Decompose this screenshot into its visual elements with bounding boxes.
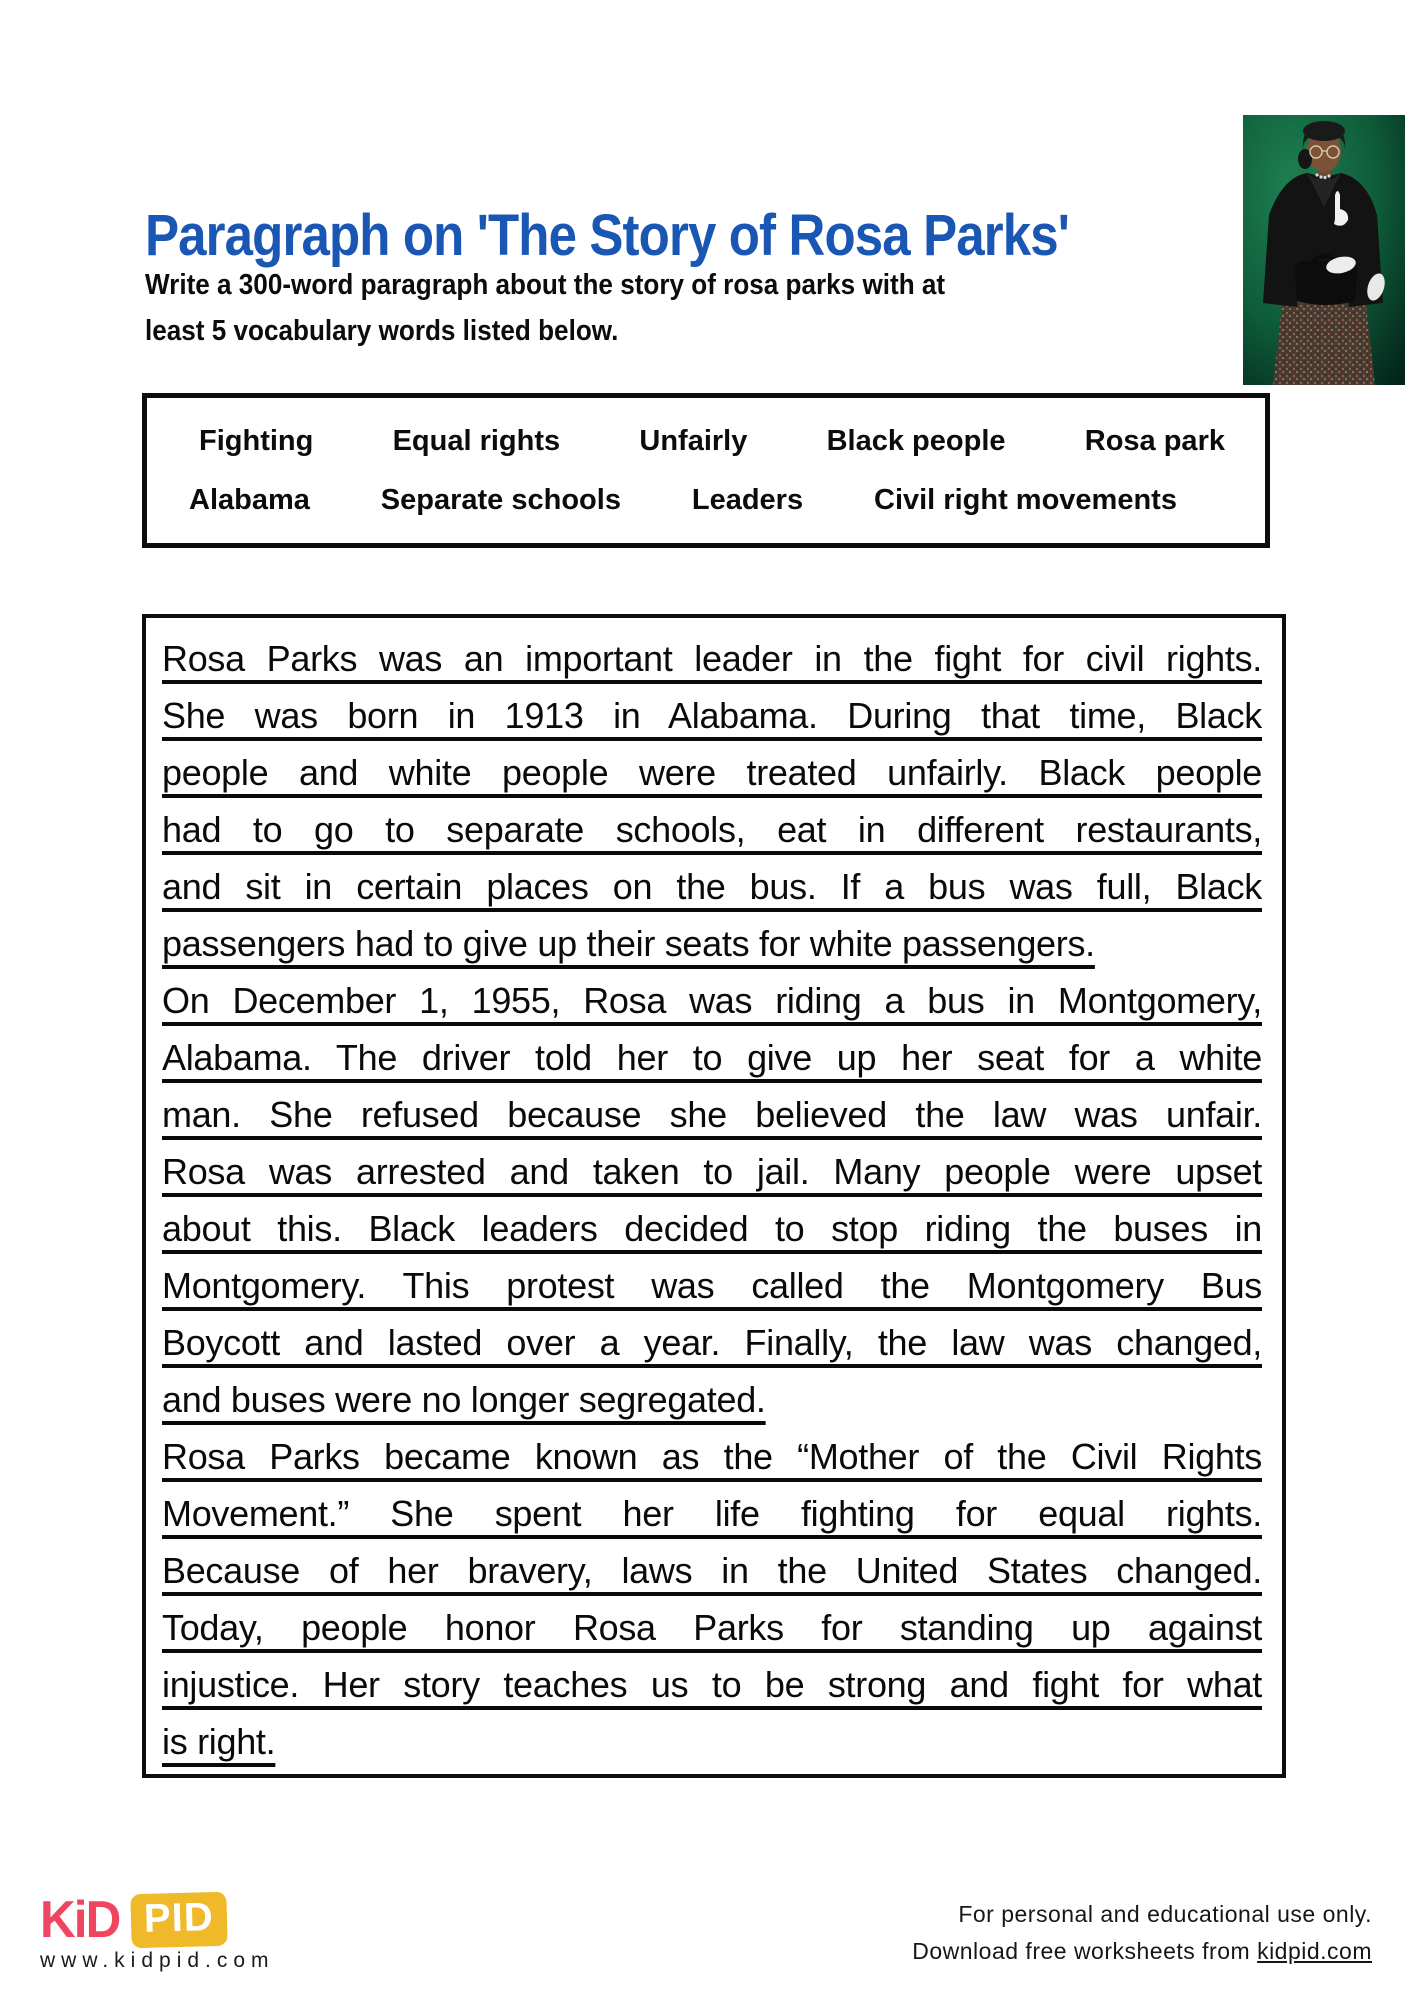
paragraph-line: On December 1, 1955, Rosa was riding a bus in Montgomery, — [162, 980, 1262, 1021]
vocab-word: Unfairly — [639, 424, 748, 457]
footer-note-line-1: For personal and educational use only. — [958, 1901, 1372, 1927]
paragraph-line: Alabama. The driver told her to give up her seat for a white — [162, 1037, 1262, 1078]
paragraph-line: Today, people honor Rosa Parks for standing up against — [162, 1607, 1262, 1648]
vocabulary-box — [142, 393, 1270, 548]
paragraph-line: injustice. Her story teaches us to be strong and fight for what — [162, 1664, 1262, 1705]
vocab-word: Leaders — [691, 483, 804, 516]
vocab-word: Civil right movements — [874, 483, 1177, 516]
paragraph-line: Montgomery. This protest was called the Montgomery Bus — [162, 1265, 1262, 1306]
vocabulary-row-1 — [147, 425, 1265, 458]
kidpid-link[interactable]: kidpid.com — [1257, 1938, 1372, 1964]
paragraph-line: is right. — [162, 1721, 276, 1762]
paragraph-line: Rosa Parks became known as the “Mother of the Civil Rights — [162, 1436, 1262, 1477]
paragraph-line: had to go to separate schools, eat in different restaurants, — [162, 809, 1262, 850]
logo-kid-text: KiD — [40, 1891, 120, 1949]
kidpid-logo — [40, 1890, 226, 1950]
paragraph-line: man. She refused because she believed the law was unfair. — [162, 1094, 1262, 1135]
paragraph-line: Because of her bravery, laws in the United States changed. — [162, 1550, 1262, 1591]
paragraph-line: and buses were no longer segregated. — [162, 1379, 766, 1420]
instructions — [145, 262, 945, 354]
vocab-word: Black people — [826, 424, 1006, 457]
paragraph-line: about this. Black leaders decided to stop riding the buses in — [162, 1208, 1262, 1249]
paragraph-line: people and white people were treated unfairly. Black people — [162, 752, 1262, 793]
essay-box — [142, 614, 1286, 1778]
page-title: Paragraph on 'The Story of Rosa Parks' — [145, 202, 1069, 268]
rosa-parks-photo — [1243, 115, 1405, 385]
paragraph-line: She was born in 1913 in Alabama. During that time, Black — [162, 695, 1262, 736]
rosa-parks-illustration — [1243, 115, 1405, 385]
footer-note-line-2 — [912, 1933, 1372, 1970]
vocab-word: Separate schools — [380, 483, 621, 516]
paragraph-line: Rosa was arrested and taken to jail. Many people were upset — [162, 1151, 1262, 1192]
instructions-line-2: least 5 vocabulary words listed below. — [145, 315, 619, 347]
vocab-word: Alabama — [189, 483, 310, 516]
footer-note-prefix: Download free worksheets from — [912, 1938, 1258, 1964]
instructions-line-1: Write a 300-word paragraph about the story of rosa parks with at — [145, 269, 946, 301]
paragraph-line: Movement.” She spent her life fighting for equal rights. — [162, 1493, 1262, 1534]
paragraph-line: and sit in certain places on the bus. If a bus was full, Black — [162, 866, 1262, 907]
footer-note — [912, 1896, 1372, 1970]
paragraph-line: Boycott and lasted over a year. Finally, the law was changed, — [162, 1322, 1262, 1363]
vocab-word: Rosa park — [1084, 424, 1225, 457]
website-url: www.kidpid.com — [40, 1949, 275, 1972]
paragraph-line: passengers had to give up their seats for white passengers. — [162, 923, 1095, 964]
vocabulary-row-2 — [147, 484, 1265, 517]
paragraph-line: Rosa Parks was an important leader in the fight for civil rights. — [162, 638, 1262, 679]
logo-pid-badge: PID — [130, 1892, 227, 1948]
vocab-word: Fighting — [199, 424, 314, 457]
vocab-word: Equal rights — [392, 424, 561, 457]
